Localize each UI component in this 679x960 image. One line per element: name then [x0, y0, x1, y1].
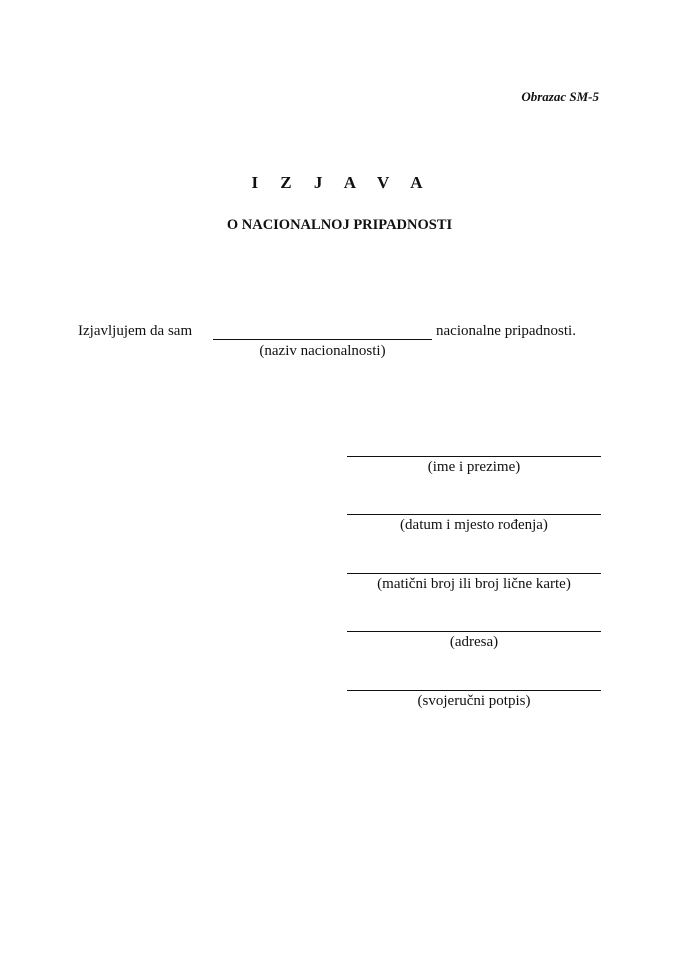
birth-blank-line[interactable] [347, 514, 601, 515]
signature-field-name [347, 456, 601, 476]
id-blank-line[interactable] [347, 573, 601, 574]
form-code: Obrazac SM-5 [521, 89, 599, 104]
statement-prefix: Izjavljujem da sam [78, 323, 193, 339]
nationality-hint: (naziv nacionalnosti) [259, 343, 386, 359]
signature-field-signature [347, 690, 601, 710]
nationality-blank-field[interactable] [213, 339, 432, 340]
signature-field-address [347, 631, 601, 651]
statement-suffix: nacionalne pripadnosti. [436, 323, 576, 339]
signature-field-birth [347, 514, 601, 534]
field-label: (matični broj ili broj lične karte) [377, 576, 571, 592]
address-blank-line[interactable] [347, 631, 601, 632]
field-label: (adresa) [449, 634, 499, 650]
signature-field-id [347, 573, 601, 593]
field-label: (datum i mjesto rođenja) [400, 517, 548, 533]
document-title: I Z J A V A [251, 173, 432, 192]
signature-blank-line[interactable] [347, 690, 601, 691]
field-label: (svojeručni potpis) [417, 693, 531, 709]
field-label: (ime i prezime) [427, 459, 521, 475]
name-blank-line[interactable] [347, 456, 601, 457]
document-subtitle: O NACIONALNOJ PRIPADNOSTI [226, 217, 453, 233]
